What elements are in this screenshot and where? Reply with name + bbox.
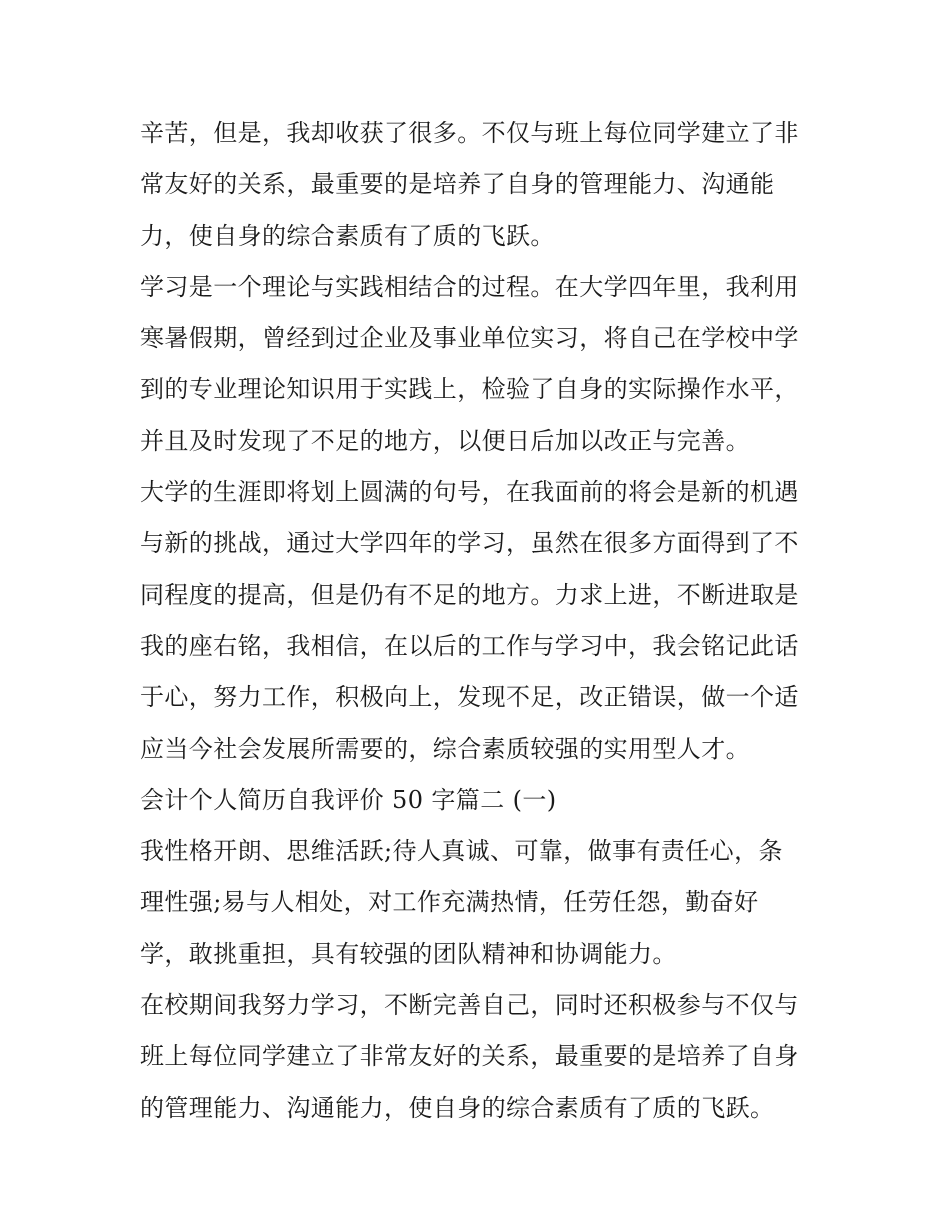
paragraph-line: 班上每位同学建立了非常友好的关系，最重要的是培养了自身 — [140, 1042, 799, 1071]
paragraph-line: 到的专业理论知识用于实践上，检验了自身的实际操作水平， — [140, 375, 799, 404]
paragraph-line: 理性强;易与人相处，对工作充满热情，任劳任怨，勤奋好 — [140, 888, 759, 917]
paragraph-line: 同程度的提高，但是仍有不足的地方。力求上进，不断进取是 — [140, 580, 799, 609]
paragraph-line: 常友好的关系，最重要的是培养了自身的管理能力、沟通能 — [140, 170, 775, 199]
paragraph-line: 应当今社会发展所需要的，综合素质较强的实用型人才。 — [140, 734, 750, 763]
paragraph-line: 学，敢挑重担，具有较强的团队精神和协调能力。 — [140, 939, 677, 968]
paragraph-line: 于心，努力工作，积极向上，发现不足，改正错误，做一个适 — [140, 683, 799, 712]
paragraph-line: 学习是一个理论与实践相结合的过程。在大学四年里，我利用 — [140, 272, 799, 301]
paragraph-line: 与新的挑战，通过大学四年的学习，虽然在很多方面得到了不 — [140, 529, 799, 558]
paragraph-line: 在校期间我努力学习，不断完善自己，同时还积极参与不仅与 — [140, 991, 799, 1020]
paragraph-line: 大学的生涯即将划上圆满的句号，在我面前的将会是新的机遇 — [140, 478, 799, 507]
paragraph-line: 并且及时发现了不足的地方，以便日后加以改正与完善。 — [140, 426, 750, 455]
section-heading: 会计个人简历自我评价 50 字篇二 (一) — [140, 785, 557, 814]
paragraph-line: 我的座右铭，我相信，在以后的工作与学习中，我会铭记此话 — [140, 631, 799, 660]
document-body — [140, 108, 820, 1134]
paragraph-line: 辛苦，但是，我却收获了很多。不仅与班上每位同学建立了非 — [140, 119, 799, 147]
paragraph-line: 寒暑假期，曾经到过企业及事业单位实习，将自己在学校中学 — [140, 324, 799, 353]
paragraph-line: 我性格开朗、思维活跃;待人真诚、可靠，做事有责任心，条 — [140, 837, 783, 866]
paragraph-line: 力，使自身的综合素质有了质的飞跃。 — [140, 221, 555, 250]
paragraph-line: 的管理能力、沟通能力，使自身的综合素质有了质的飞跃。 — [140, 1093, 775, 1122]
